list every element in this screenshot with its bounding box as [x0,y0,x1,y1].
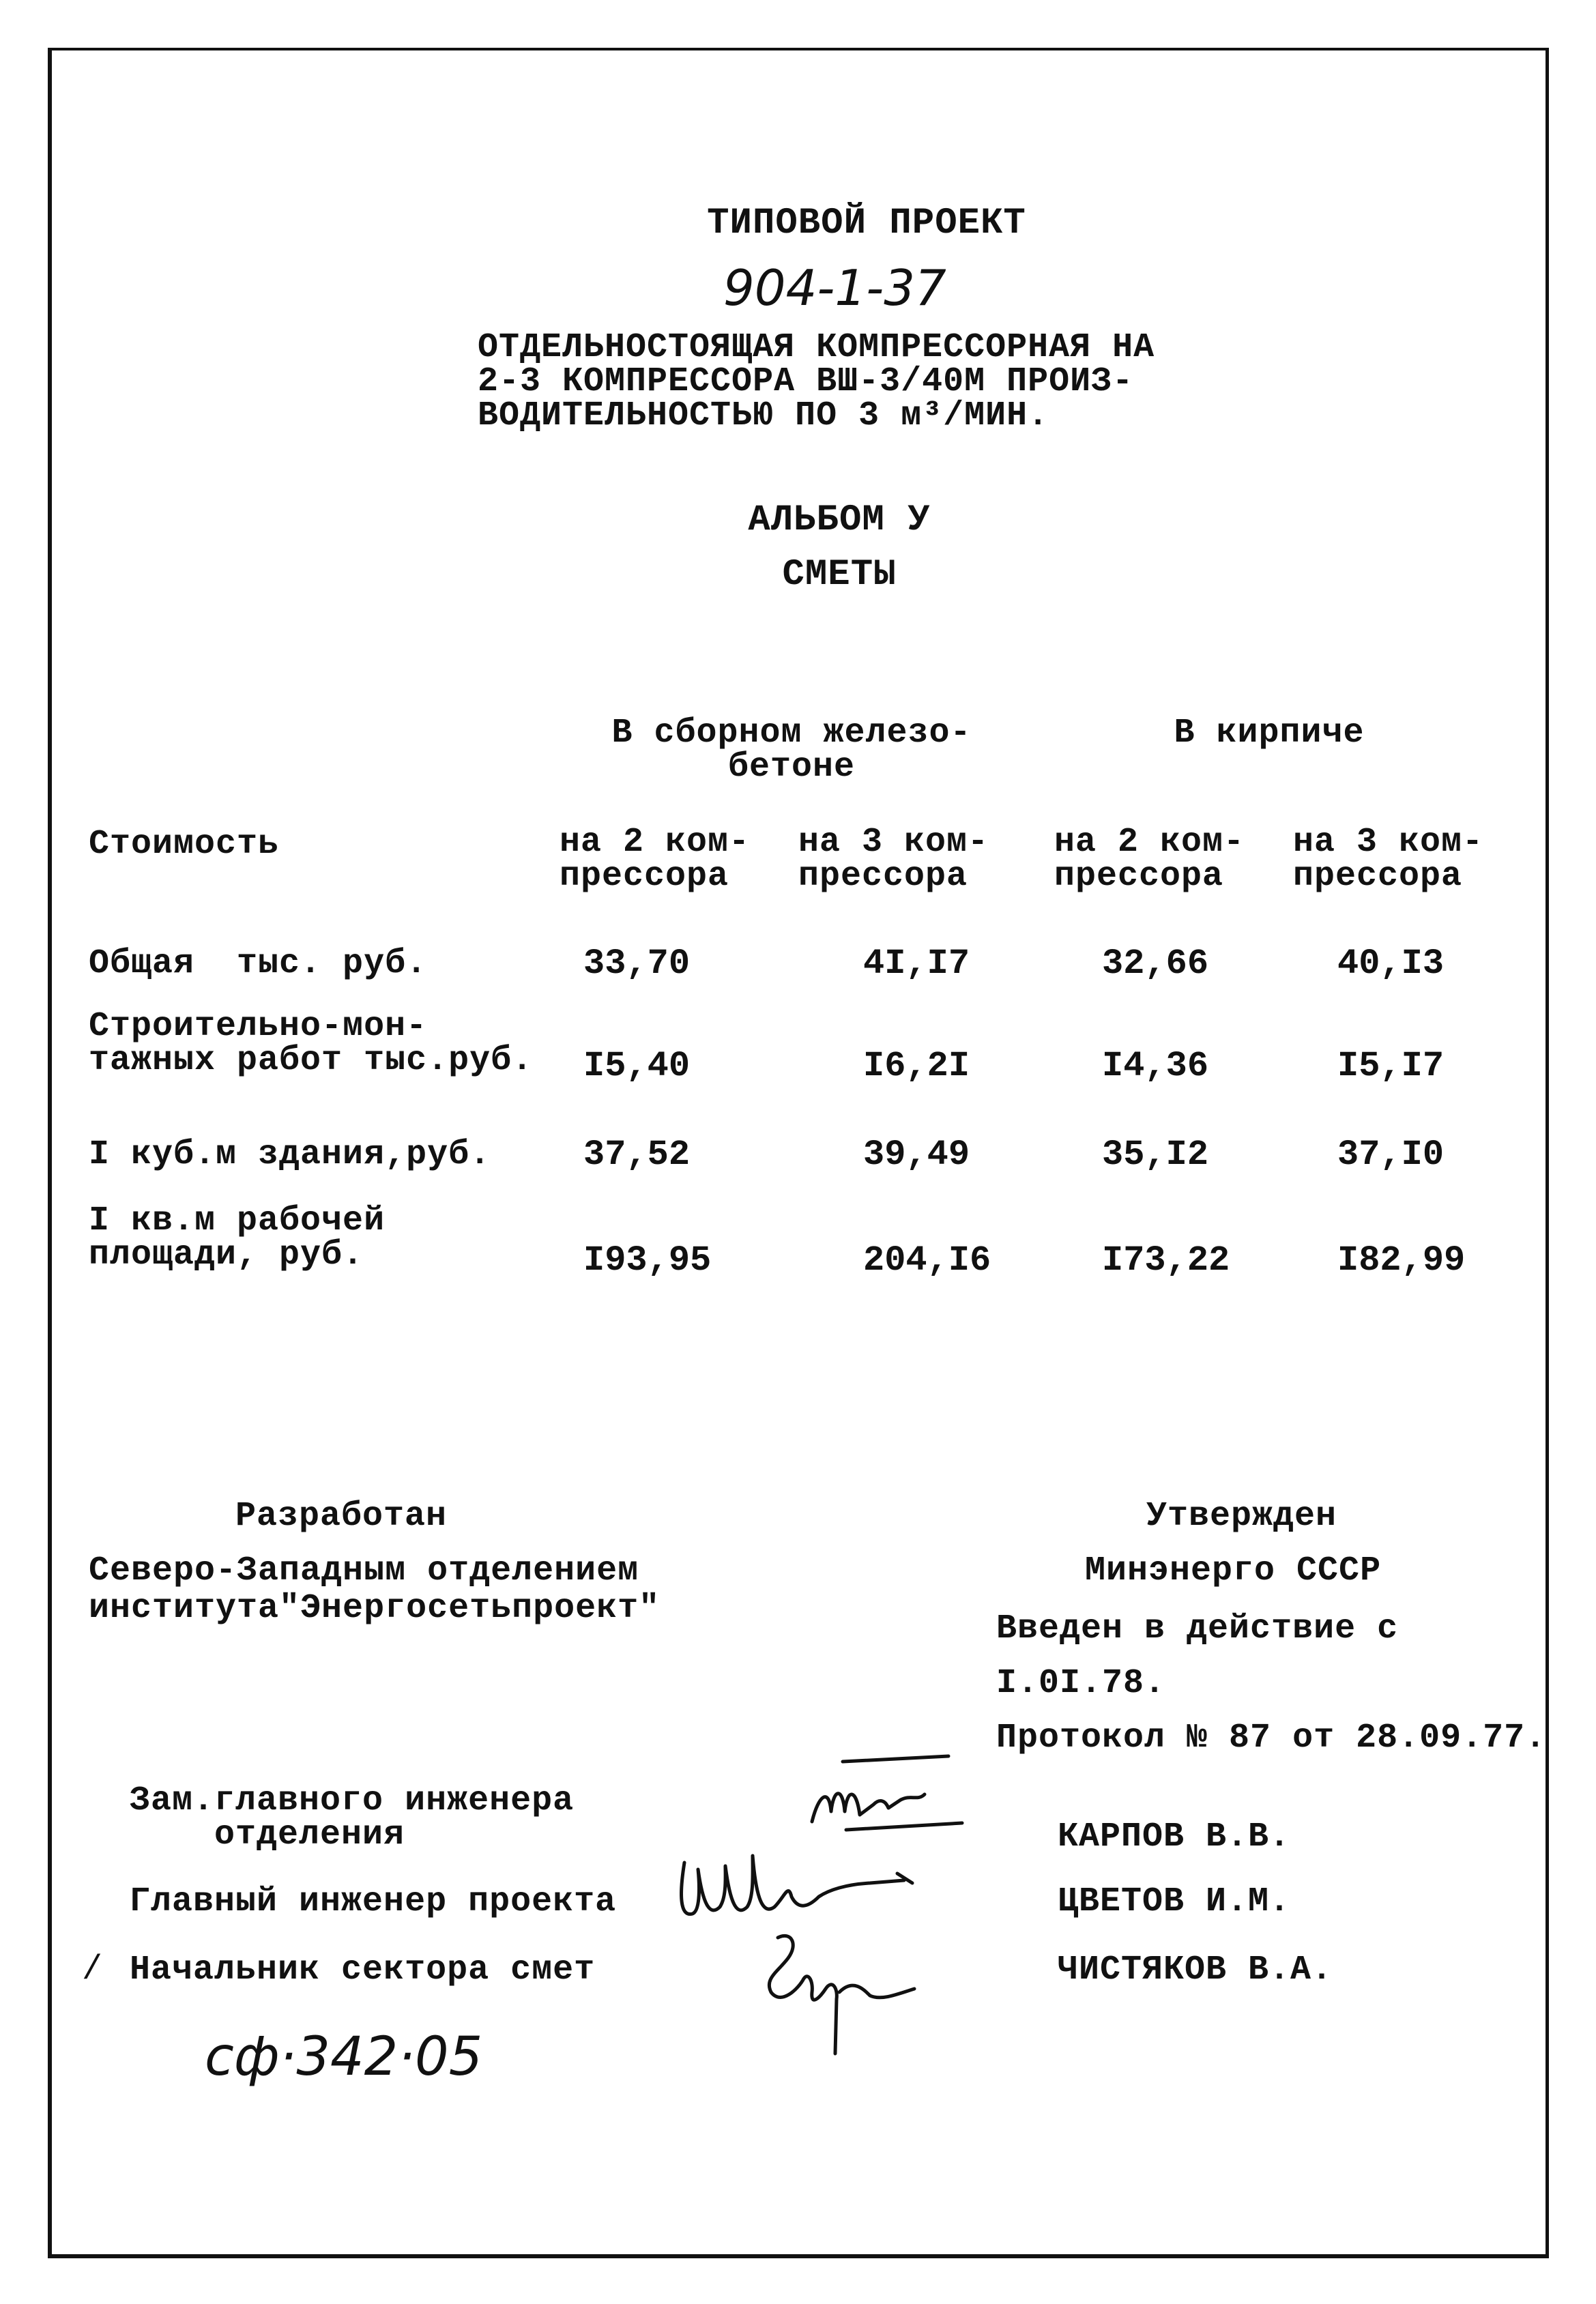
group-header-brick: В кирпиче [1174,714,1365,753]
approved-date: I.0I.78. [996,1664,1166,1703]
approved-effective: Введен в действие с [996,1609,1399,1648]
approved-authority: Минэнерго СССР [1085,1551,1382,1590]
cell-total-brick-3: 40,I3 [1337,944,1445,984]
project-number: 904-1-37 [723,259,946,317]
cell-total-concrete-2: 33,70 [583,944,691,984]
project-title-line-2: 2-3 КОМПРЕССОРА ВШ-3/40М ПРОИЗ- [478,362,1134,401]
cell-construction-brick-3: I5,I7 [1337,1046,1445,1086]
signatory-position-1: Зам.главного инженера отделения [130,1781,575,1854]
developed-line-1: Северо-Западным отделением [89,1551,639,1590]
cell-cubic-concrete-3: 39,49 [863,1135,970,1175]
signatory-position-2: Главный инженер проекта [130,1882,617,1921]
column-header-concrete-2: на 2 ком- прессора [560,823,751,896]
approved-heading: Утвержден [1146,1497,1337,1536]
signatory-position-3-slash: / [82,1951,104,1989]
developed-heading: Разработан [235,1497,448,1536]
project-title-line-3: ВОДИТЕЛЬНОСТЬЮ ПО 3 м³/МИН. [478,396,1049,435]
document-type-label: ТИПОВОЙ ПРОЕКТ [707,203,1026,244]
column-header-concrete-3: на 3 ком- прессора [798,823,989,896]
cell-cubic-brick-3: 37,I0 [1337,1135,1445,1175]
cell-cubic-concrete-2: 37,52 [583,1135,691,1175]
row-label-per-square-meter: I кв.м рабочей площади, руб. [89,1201,386,1274]
signatory-position-3: Начальник сектора смет [130,1951,596,1989]
cell-construction-concrete-2: I5,40 [583,1046,691,1086]
signatory-name-3: ЧИСТЯКОВ В.А. [1058,1951,1333,1989]
archive-number: сф·342·05 [205,2026,483,2088]
developed-line-2: института"Энергосетьпроект" [89,1589,661,1628]
group-header-precast-concrete: В сборном железо- бетоне [611,714,972,787]
cell-square-concrete-3: 204,I6 [863,1240,991,1281]
column-header-brick-2: на 2 ком- прессора [1054,823,1245,896]
cell-square-concrete-2: I93,95 [583,1240,712,1281]
signature-chistyakov-icon [751,1924,928,2060]
row-label-per-cubic-meter: I куб.м здания,руб. [89,1135,491,1174]
cell-total-concrete-3: 4I,I7 [863,944,970,984]
cell-square-brick-3: I82,99 [1337,1240,1466,1281]
signatory-name-1: КАРПОВ В.В. [1058,1818,1291,1856]
signature-karpov-icon [805,1747,983,1849]
project-title-line-1: ОТДЕЛЬНОСТОЯЩАЯ КОМПРЕССОРНАЯ НА [478,328,1155,367]
row-label-construction: Строительно-мон- тажных работ тыс.руб. [89,1007,534,1080]
album-label: АЛЬБОМ У [748,499,931,541]
cell-square-brick-2: I73,22 [1102,1240,1230,1281]
cell-cubic-brick-2: 35,I2 [1102,1135,1209,1175]
cell-total-brick-2: 32,66 [1102,944,1209,984]
signatory-name-2: ЦВЕТОВ И.М. [1058,1882,1291,1921]
row-header-cost: Стоимость [89,825,280,864]
album-subject: СМЕТЫ [782,554,897,596]
row-label-total: Общая тыс. руб. [89,944,428,983]
cell-construction-concrete-3: I6,2I [863,1046,970,1086]
cell-construction-brick-2: I4,36 [1102,1046,1209,1086]
approved-protocol: Протокол № 87 от 28.09.77. [996,1719,1547,1758]
column-header-brick-3: на 3 ком- прессора [1293,823,1484,896]
